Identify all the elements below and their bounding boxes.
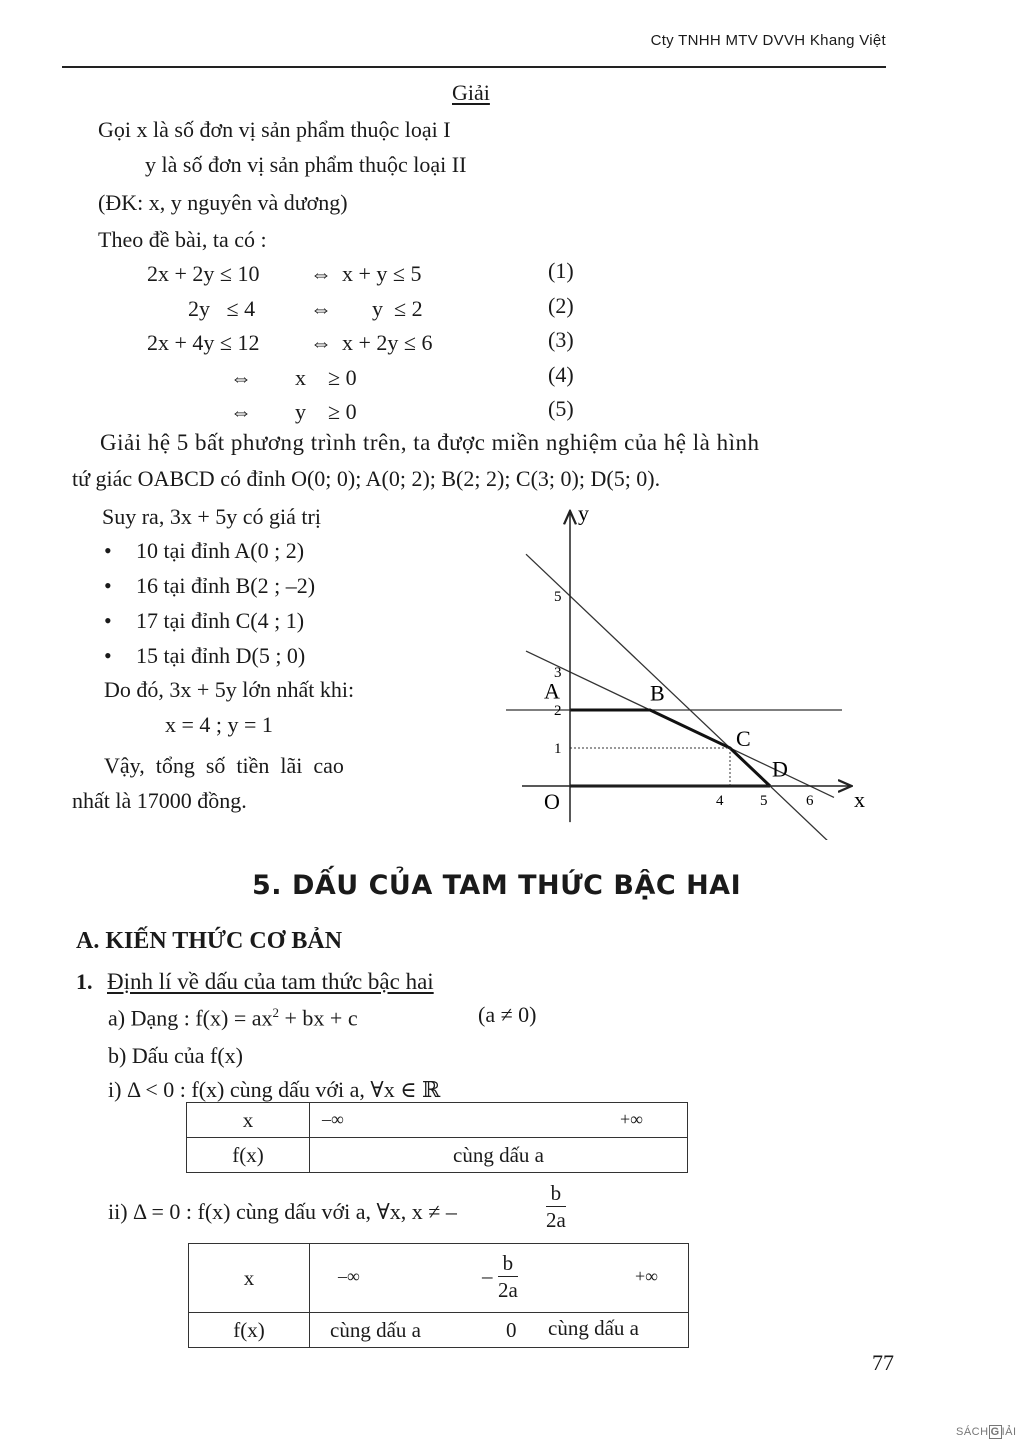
case-ii-fraction [546, 1180, 566, 1233]
vertex-label-A: A [544, 678, 560, 704]
system-row-2-equiv: ⇔ [310, 296, 332, 321]
system-row-2-left: 2y ≤ 4 [188, 296, 256, 321]
bullet-item: • 16 tại đỉnh B(2 ; –2) [136, 573, 315, 599]
x-axis-label: x [854, 786, 865, 812]
vertex-label-B: B [650, 680, 665, 706]
conclusion-line-1: Vậy, tổng số tiền lãi cao [104, 753, 344, 778]
x-tick-label: 5 [760, 793, 768, 809]
solution-title: Giải [452, 80, 490, 105]
case-i-label: i) Δ < 0 : f(x) cùng dấu với a, ∀x ∈ ℝ [108, 1077, 441, 1102]
section-title: 5. DẤU CỦA TAM THỨC BẬC HAI [252, 870, 742, 901]
subsection-title: A. KIẾN THỨC CƠ BẢN [76, 928, 343, 954]
form-condition: (a ≠ 0) [478, 1002, 537, 1027]
result-line: x = 4 ; y = 1 [165, 712, 273, 737]
y-tick-label: 2 [554, 703, 562, 719]
paragraph-line-1: Giải hệ 5 bất phương trình trên, ta được miền nghiệm của hệ là hình [100, 430, 760, 455]
y-tick-label: 3 [554, 665, 562, 681]
system-row-4-right: x ≥ 0 [295, 365, 357, 390]
system-row-3-num: (3) [548, 327, 574, 352]
table2-frac-num: b [498, 1250, 518, 1277]
table1-minus-inf: –∞ [322, 1109, 344, 1129]
table2-fx-row [310, 1313, 689, 1348]
system-row-4-equiv: ⇔ [230, 365, 252, 390]
table2-plus-inf: +∞ [635, 1266, 658, 1286]
system-row-5-right: y ≥ 0 [295, 399, 357, 424]
system-row-1-num: (1) [548, 258, 574, 283]
bullet-item: • 10 tại đỉnh A(0 ; 2) [136, 538, 304, 564]
table2-right-value: cùng dấu a [548, 1316, 639, 1340]
table2-x-head: x [189, 1244, 310, 1313]
case-ii-label: ii) Δ = 0 : f(x) cùng dấu với a, ∀x, x ≠ – [108, 1199, 457, 1224]
table1-plus-inf: +∞ [620, 1109, 643, 1129]
form-line: a) Dạng : $f(x) = ax^2$ + bx + c [108, 1005, 358, 1031]
system-row-2-num: (2) [548, 293, 574, 318]
header-rule [62, 56, 886, 68]
system-row-3-right: x + 2y ≤ 6 [342, 330, 433, 355]
do-do-line: Do đó, 3x + 5y lớn nhất khi: [104, 677, 355, 702]
system-row-3-left: 2x + 4y ≤ 12 [147, 330, 260, 355]
sign-heading: b) Dấu của f(x) [108, 1043, 243, 1068]
table1-x-head: x [187, 1103, 310, 1138]
publisher-header: Cty TNHH MTV DVVH Khang Việt [650, 32, 886, 49]
table2-root-fraction [498, 1250, 518, 1303]
sign-table-2 [188, 1243, 689, 1348]
system-row-5-num: (5) [548, 396, 574, 421]
bullet-item: • 17 tại đỉnh C(4 ; 1) [136, 608, 304, 634]
bullet-item: • 15 tại đỉnh D(5 ; 0) [136, 643, 305, 669]
table2-minus-inf: –∞ [338, 1266, 360, 1286]
sign-table-1 [186, 1102, 688, 1173]
solution-line-4: Theo đề bài, ta có : [98, 227, 267, 252]
origin-label: O [544, 788, 560, 814]
y-tick-label: 5 [554, 589, 562, 605]
theorem-heading: Định lí về dấu của tam thức bậc hai [107, 969, 434, 994]
table2-frac-sign: – [482, 1264, 493, 1288]
solution-line-1: Gọi x là số đơn vị sản phẩm thuộc loại I [98, 117, 451, 142]
footer-logo: SÁCH G IẢI [956, 1426, 1017, 1438]
x-tick-label: 6 [806, 793, 814, 809]
y-tick-label: 1 [554, 741, 562, 757]
system-row-2-right: y ≤ 2 [372, 296, 423, 321]
table2-zero: 0 [506, 1318, 517, 1342]
solution-line-3: (ĐK: x, y nguyên và dương) [98, 190, 348, 215]
table1-x-row [310, 1103, 688, 1138]
y-axis-label: y [578, 500, 589, 526]
suy-ra-line: Suy ra, 3x + 5y có giá trị [102, 504, 321, 529]
constraint-line-1 [526, 554, 834, 840]
table1-fx-value: cùng dấu a [310, 1138, 688, 1173]
system-row-5-equiv: ⇔ [230, 399, 252, 424]
paragraph-line-2: tứ giác OABCD có đỉnh O(0; 0); A(0; 2); B(2; 2); C(3; 0); D(5; 0). [72, 466, 661, 491]
table2-x-row [310, 1244, 689, 1313]
solution-line-2: y là số đơn vị sản phẩm thuộc loại II [145, 152, 467, 177]
conclusion-line-2: nhất là 17000 đồng. [72, 788, 247, 813]
table2-left-value: cùng dấu a [330, 1318, 421, 1342]
item-number: 1. [76, 969, 93, 994]
table1-fx-head: f(x) [187, 1138, 310, 1173]
system-row-3-equiv: ⇔ [310, 330, 332, 355]
table2-fx-head: f(x) [189, 1313, 310, 1348]
system-row-1-left: 2x + 2y ≤ 10 [147, 261, 260, 286]
case-ii-fraction-den: 2a [546, 1208, 566, 1232]
system-row-1-right: x + y ≤ 5 [342, 261, 422, 286]
page-number: 77 [872, 1350, 894, 1375]
case-ii-fraction-num: b [546, 1180, 566, 1207]
x-tick-label: 4 [716, 793, 724, 809]
vertex-label-C: C [736, 726, 751, 752]
system-row-1-equiv: ⇔ [310, 261, 332, 286]
system-row-4-num: (4) [548, 362, 574, 387]
vertex-label-D: D [772, 756, 788, 782]
table2-frac-den: 2a [498, 1278, 518, 1302]
feasible-region-graph [490, 500, 870, 840]
